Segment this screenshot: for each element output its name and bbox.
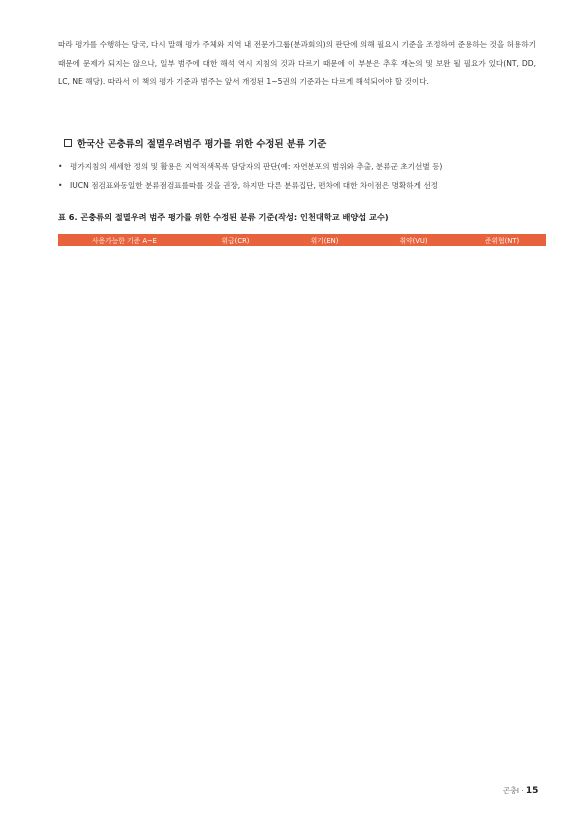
table-header-row xyxy=(58,234,546,246)
table-title xyxy=(58,212,389,223)
section-title xyxy=(64,136,326,150)
header-nt: 준위협(NT) xyxy=(458,234,546,246)
section-title-text: 한국산 곤충류의 절멸우려범주 평가를 위한 수정된 분류 기준 xyxy=(77,139,327,150)
bullet-text: 평가지침의 세세한 정의 및 활용은 지역적색목록 담당자의 판단(예: 자연분포의 범위와 추출, 분류군 초기선별 등) xyxy=(70,162,443,171)
list-item xyxy=(58,176,548,195)
criteria-table xyxy=(58,234,546,246)
page-footer xyxy=(503,786,538,796)
header-cr: 위급(CR) xyxy=(191,234,280,246)
checkbox-square-icon xyxy=(64,139,72,147)
list-item xyxy=(58,157,548,176)
bullet-dot-icon: • xyxy=(58,181,63,190)
table-title-source: (작성: 인천대학교 배양섭 교수) xyxy=(274,212,389,222)
intro-paragraph: 따라 평가를 수행하는 당국, 다시 말해 평가 주체와 지역 내 전문가그룹(분과회의)의 판단에 의해 필요시 기준을 조정하여 준용하는 것을 허용하기 때문에 문제가 되지는 않으나, 일부 범주에 대한 해석 역시 지침의 것과 다르기 때문에 이 부분은 추후 재논의 및 보완 될 필요가 있다(NT, DD, LC, NE 해당). 따라서 이 책의 평가 기준과 범주는 앞서 개정된 1~5권의 기준과는 다르게 해석되어야 할 것이다. xyxy=(58,40,536,86)
page-number: 15 xyxy=(525,786,539,796)
footer-separator: · xyxy=(521,786,524,795)
header-vu: 취약(VU) xyxy=(369,234,458,246)
table-title-label: 표 6. 곤충류의 절멸우려 범주 평가를 위한 수정된 분류 기준 xyxy=(58,212,275,222)
bullet-text: IUCN 점검표와동일한 분류점검표를따를 것을 권장, 하지만 다른 분류집단, 편차에 대한 차이점은 명확하게 선정 xyxy=(70,181,438,190)
bullet-dot-icon: • xyxy=(58,162,63,171)
header-en: 위기(EN) xyxy=(280,234,369,246)
footer-label: 곤충Ⅰ xyxy=(503,786,520,795)
header-criteria: 사용가능한 기준 A~E xyxy=(58,234,191,246)
bullet-list xyxy=(58,157,548,195)
